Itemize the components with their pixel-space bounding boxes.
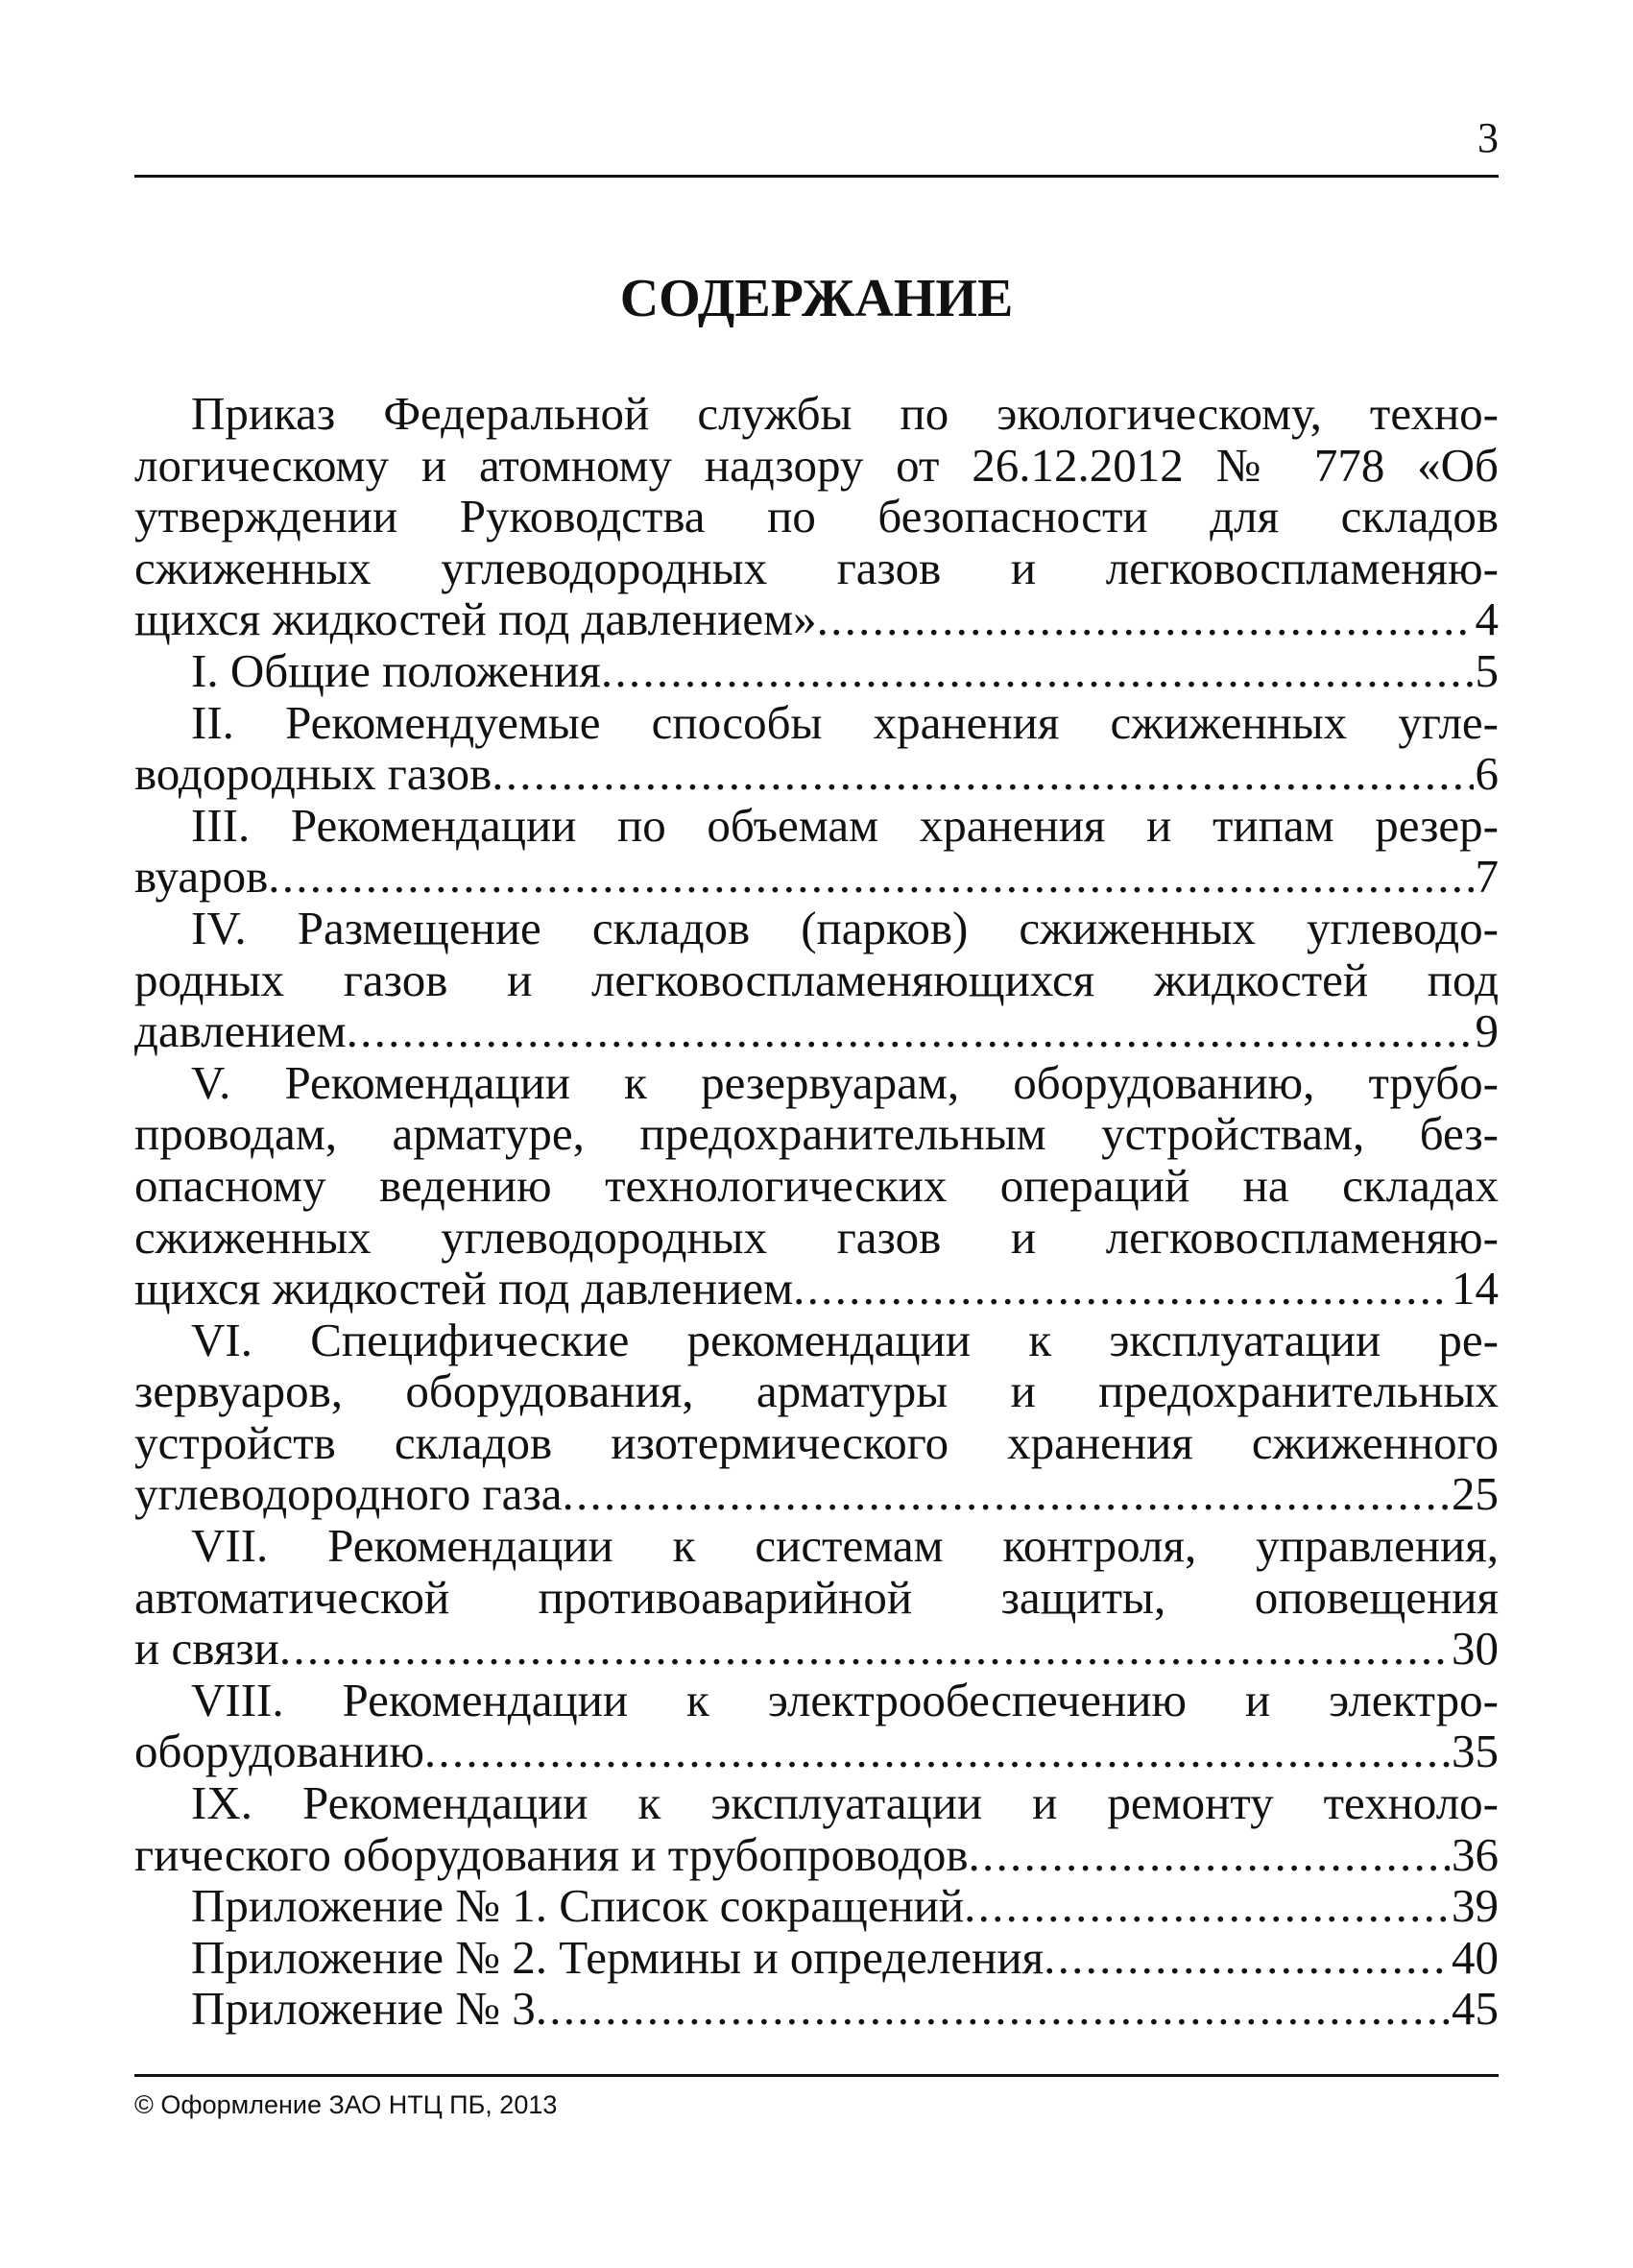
toc-line: VII. Рекомендации к системам контроля, управления, bbox=[191, 1519, 1499, 1573]
toc-entry-text: давлением bbox=[134, 1004, 347, 1058]
toc-last-line bbox=[134, 1983, 1499, 2035]
toc-entry-text: водородных газов bbox=[134, 747, 492, 801]
dot-leader bbox=[817, 593, 1474, 645]
toc-page-number: 5 bbox=[1475, 643, 1499, 697]
toc-entry-section-7[interactable] bbox=[134, 1520, 1499, 1675]
toc-page-number: 4 bbox=[1475, 592, 1499, 646]
toc-last-line bbox=[134, 1880, 1499, 1932]
dot-leader bbox=[279, 1623, 1450, 1675]
toc-line: зервуаров, оборудования, арматуры и предохранительных bbox=[134, 1364, 1499, 1418]
toc-line: автоматической противоаварийной защиты, оповещения bbox=[134, 1570, 1499, 1624]
toc-page-number: 6 bbox=[1475, 747, 1499, 801]
dot-leader bbox=[492, 748, 1473, 800]
toc-entry-section-1[interactable] bbox=[134, 645, 1499, 697]
dot-leader bbox=[964, 1880, 1450, 1932]
toc-page-number: 30 bbox=[1452, 1622, 1499, 1676]
toc-line: логическому и атомному надзору от 26.12.2012 № 778 «Об bbox=[134, 438, 1499, 492]
dot-leader bbox=[969, 1829, 1450, 1881]
toc-entry-section-4[interactable] bbox=[134, 903, 1499, 1057]
toc-entry-section-3[interactable] bbox=[134, 800, 1499, 903]
toc-entry-text: оборудованию bbox=[134, 1725, 424, 1778]
toc-entry-order[interactable] bbox=[134, 388, 1499, 645]
dot-leader bbox=[268, 851, 1473, 903]
toc-last-line bbox=[134, 748, 1499, 800]
toc-last-line bbox=[134, 851, 1499, 903]
toc-entry-appendix-1[interactable] bbox=[134, 1880, 1499, 1932]
toc-line: V. Рекомендации к резервуарам, оборудованию, трубо- bbox=[191, 1055, 1499, 1109]
toc-entry-text: I. Общие положения bbox=[191, 643, 601, 697]
toc-last-line bbox=[134, 1829, 1499, 1881]
toc-page-number: 14 bbox=[1452, 1262, 1499, 1315]
toc-entry-appendix-3[interactable] bbox=[134, 1983, 1499, 2035]
dot-leader bbox=[1044, 1932, 1450, 1984]
toc-entry-appendix-2[interactable] bbox=[134, 1932, 1499, 1984]
toc-entry-section-2[interactable] bbox=[134, 697, 1499, 800]
toc-line: проводам, арматуре, предохранительным устройствам, без- bbox=[134, 1107, 1499, 1161]
page-number: 3 bbox=[1477, 114, 1499, 161]
toc-page-number: 45 bbox=[1452, 1982, 1499, 2036]
toc-line: II. Рекомендуемые способы хранения сжиженных угле- bbox=[191, 695, 1499, 749]
toc-last-line bbox=[134, 1932, 1499, 1984]
toc-page-number: 36 bbox=[1452, 1827, 1499, 1881]
toc-entry-section-6[interactable] bbox=[134, 1315, 1499, 1520]
toc-entry-text: гического оборудования и трубопроводов bbox=[134, 1827, 969, 1881]
toc-line: утверждении Руководства по безопасности для складов bbox=[134, 490, 1499, 543]
toc-entry-text: щихся жидкостей под давлением» bbox=[134, 592, 817, 646]
toc-page-number: 25 bbox=[1452, 1467, 1499, 1521]
toc-last-line bbox=[134, 593, 1499, 645]
toc-line: IV. Размещение складов (парков) сжиженных углеводо- bbox=[191, 901, 1499, 954]
toc-entry-text: Приложение № 1. Список сокращений bbox=[191, 1879, 965, 1933]
page-title: СОДЕРЖАНИЕ bbox=[619, 269, 1014, 328]
toc-entry-text: Приложение № 2. Термины и определения bbox=[191, 1930, 1045, 1984]
copyright-footer: © Оформление ЗАО НТЦ ПБ, 2013 bbox=[134, 2090, 558, 2119]
toc-page-number: 40 bbox=[1452, 1930, 1499, 1984]
toc-last-line bbox=[134, 1468, 1499, 1520]
toc-entry-text: углеводородного газа bbox=[134, 1467, 563, 1521]
toc-line: Приказ Федеральной службы по экологическому, техно- bbox=[191, 387, 1499, 440]
dot-leader bbox=[536, 1983, 1450, 2035]
toc-last-line bbox=[134, 1725, 1499, 1777]
table-of-contents bbox=[134, 388, 1499, 2035]
toc-page-number: 39 bbox=[1452, 1879, 1499, 1933]
toc-line: VI. Специфические рекомендации к эксплуатации ре- bbox=[191, 1313, 1499, 1366]
toc-page-number: 7 bbox=[1475, 850, 1499, 904]
toc-page-number: 35 bbox=[1452, 1725, 1499, 1778]
toc-entry-section-5[interactable] bbox=[134, 1057, 1499, 1315]
toc-last-line bbox=[134, 1263, 1499, 1315]
toc-line: IX. Рекомендации к эксплуатации и ремонту техноло- bbox=[191, 1776, 1499, 1830]
toc-line: III. Рекомендации по объемам хранения и типам резер- bbox=[191, 798, 1499, 852]
toc-line: родных газов и легковоспламеняющихся жидкостей под bbox=[134, 953, 1499, 1006]
toc-entry-text: Приложение № 3 bbox=[191, 1982, 536, 2036]
bottom-rule bbox=[134, 2074, 1499, 2077]
dot-leader bbox=[347, 1005, 1474, 1057]
toc-last-line bbox=[134, 645, 1499, 697]
toc-line: сжиженных углеводородных газов и легковоспламеняю- bbox=[134, 541, 1499, 594]
toc-line: сжиженных углеводородных газов и легковоспламеняю- bbox=[134, 1210, 1499, 1264]
toc-entry-section-8[interactable] bbox=[134, 1675, 1499, 1777]
dot-leader bbox=[793, 1263, 1450, 1315]
toc-last-line bbox=[134, 1005, 1499, 1057]
dot-leader bbox=[562, 1468, 1450, 1520]
toc-entry-text: вуаров bbox=[134, 850, 269, 904]
toc-page-number: 9 bbox=[1475, 1004, 1499, 1058]
dot-leader bbox=[424, 1725, 1450, 1777]
toc-line: устройств складов изотермического хранения сжиженного bbox=[134, 1415, 1499, 1469]
toc-line: опасному ведению технологических операций на складах bbox=[134, 1158, 1499, 1212]
top-rule bbox=[134, 175, 1499, 178]
toc-last-line bbox=[134, 1623, 1499, 1675]
toc-entry-text: щихся жидкостей под давлением bbox=[134, 1262, 794, 1315]
dot-leader bbox=[601, 645, 1474, 697]
toc-entry-text: и связи bbox=[134, 1622, 279, 1676]
toc-line: VIII. Рекомендации к электрообеспечению и электро- bbox=[191, 1673, 1499, 1726]
toc-entry-section-9[interactable] bbox=[134, 1777, 1499, 1880]
